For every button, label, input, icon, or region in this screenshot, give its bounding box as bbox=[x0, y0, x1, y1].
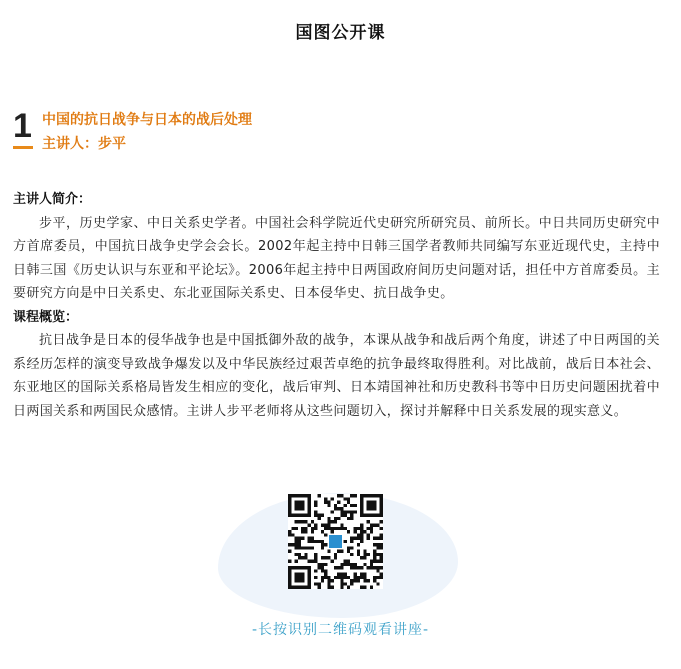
lecture-header bbox=[13, 104, 673, 154]
intro-text: 步平，历史学家、中日关系史学者。中国社会科学院近代史研究所研究员、前所长。中日共同历史研究中方首席委员，中国抗日战争史学会会长。2002年起主持中日韩三国学者教师共同编写东亚近现代史，主持中日韩三国《历史认识与东亚和平论坛》。2006年起主持中日两国政府间历史问题对话，担任中方首席委员。主要研究方向是中日关系史、东北亚国际关系史、日本侵华史、抗日战争史。 bbox=[13, 215, 660, 301]
qr-code-icon[interactable] bbox=[288, 494, 383, 589]
qr-area bbox=[218, 478, 462, 618]
intro-heading: 主讲人简介： bbox=[13, 192, 92, 207]
overview-text: 抗日战争是日本的侵华战争也是中国抵御外敌的战争，本课从战争和战后两个角度，讲述了中日两国的关系经历怎样的演变导致战争爆发以及中华民族经过艰苦卓绝的抗争最终取得胜利。对比战前，战后日本社会、东亚地区的国际关系格局皆发生相应的变化，战后审判、日本靖国神社和历史教科书等中日历史问题困扰着中日两国关系和两国民众感情。主讲人步平老师将从这些问题切入，探讨并解释中日关系发展的现实意义。 bbox=[13, 333, 660, 419]
page-title: 国图公开课 bbox=[295, 23, 386, 43]
lecturer-name: 主讲人：步平 bbox=[42, 136, 126, 152]
lecture-content bbox=[13, 188, 660, 423]
overview-heading: 课程概览： bbox=[13, 309, 79, 325]
lecture-title: 中国的抗日战争与日本的战后处理 bbox=[42, 112, 252, 128]
qr-caption: -长按识别二维码观看讲座- bbox=[251, 622, 430, 638]
lecture-number: 1 bbox=[13, 107, 32, 145]
number-underline bbox=[13, 146, 33, 149]
